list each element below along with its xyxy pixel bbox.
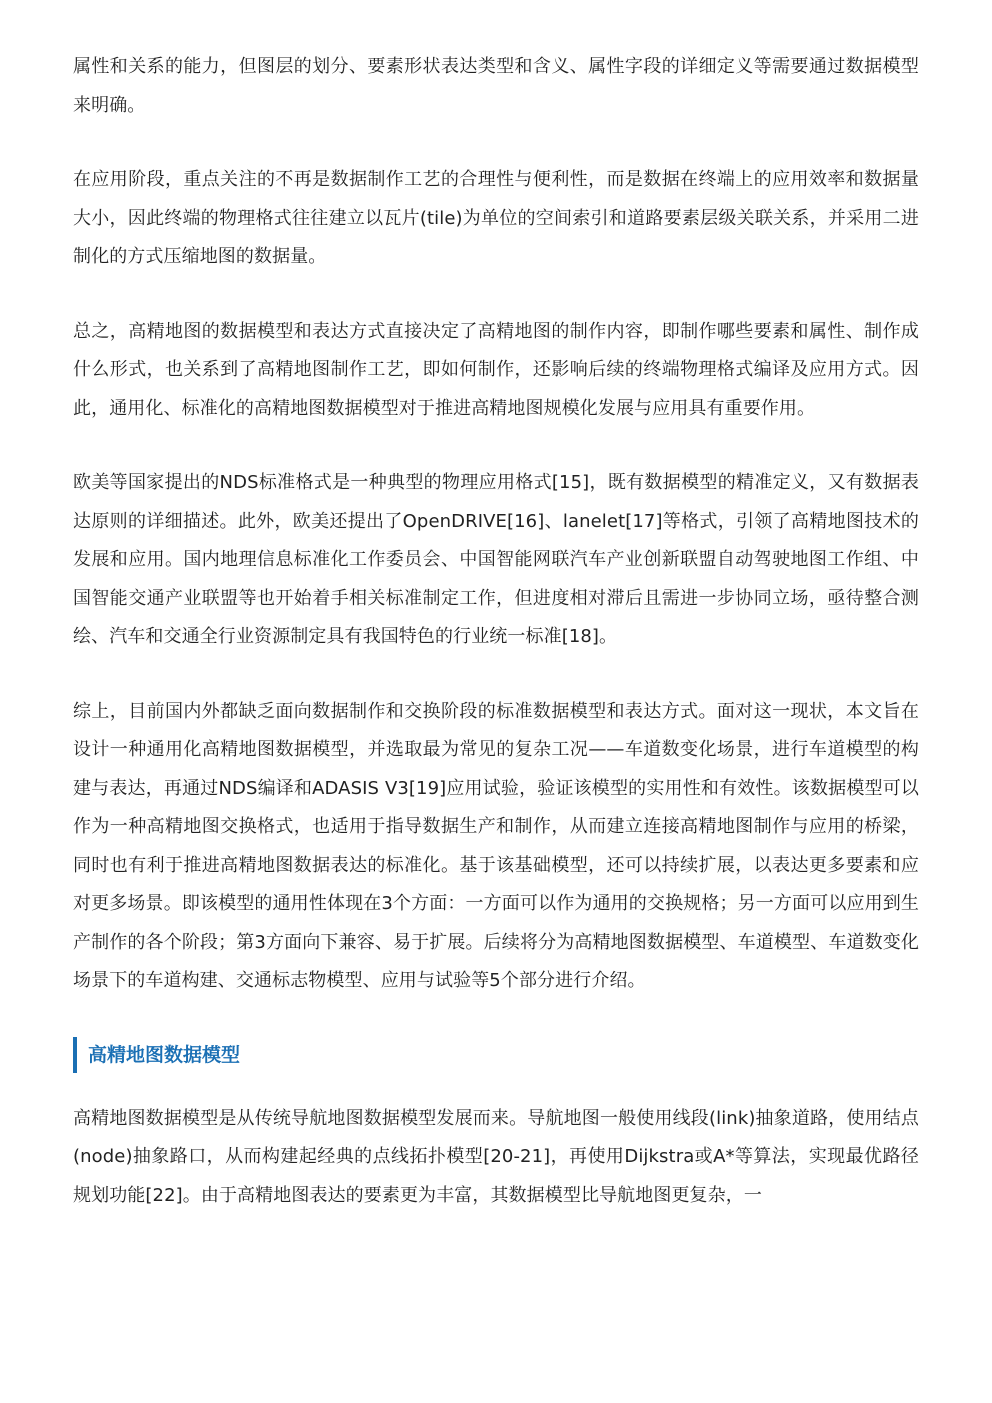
section-paragraph: 高精地图数据模型是从传统导航地图数据模型发展而来。导航地图一般使用线段(link)抽象道路，使用结点(node)抽象路口，从而构建起经典的点线拓扑模型[20-21]，再使用Dijkstra或A*等算法，实现最优路径规划功能[22]。由于高精地图表达的要素更为丰富，其数据模型比导航地图更复杂，一 — [73, 1107, 919, 1206]
paragraph-2: 在应用阶段，重点关注的不再是数据制作工艺的合理性与便利性，而是数据在终端上的应用效率和数据量大小，因此终端的物理格式往往建立以瓦片(tile)为单位的空间索引和道路要素层级关联关系，并采用二进制化的方式压缩地图的数据量。 — [73, 169, 919, 267]
paragraph-3: 总之，高精地图的数据模型和表达方式直接决定了高精地图的制作内容，即制作哪些要素和属性、制作成什么形式，也关系到了高精地图制作工艺，即如何制作，还影响后续的终端物理格式编译及应用方式。因此，通用化、标准化的高精地图数据模型对于推进高精地图规模化发展与应用具有重要作用。 — [73, 320, 919, 419]
paragraph-4: 欧美等国家提出的NDS标准格式是一种典型的物理应用格式[15]，既有数据模型的精准定义，又有数据表达原则的详细描述。此外，欧美还提出了OpenDRIVE[16]、lanelet[17]等格式，引领了高精地图技术的发展和应用。国内地理信息标准化工作委员会、中国智能网联汽车产业创新联盟自动驾驶地图工作组、中国智能交通产业联盟等也开始着手相关标准制定工作，但进度相对滞后且需进一步协同立场，亟待整合测绘、汽车和交通全行业资源制定具有我国特色的行业统一标准[18]。 — [73, 472, 919, 647]
paragraph-1: 属性和关系的能力，但图层的划分、要素形状表达类型和含义、属性字段的详细定义等需要通过数据模型来明确。 — [73, 56, 919, 116]
section-heading: 高精地图数据模型 — [73, 1037, 919, 1073]
article-body — [73, 48, 919, 1251]
paragraph-5: 综上，目前国内外都缺乏面向数据制作和交换阶段的标准数据模型和表达方式。面对这一现状，本文旨在设计一种通用化高精地图数据模型，并选取最为常见的复杂工况——车道数变化场景，进行车道模型的构建与表达，再通过NDS编译和ADASIS V3[19]应用试验，验证该模型的实用性和有效性。该数据模型可以作为一种高精地图交换格式，也适用于指导数据生产和制作，从而建立连接高精地图制作与应用的桥梁，同时也有利于推进高精地图数据表达的标准化。基于该基础模型，还可以持续扩展，以表达更多要素和应对更多场景。即该模型的通用性体现在3个方面：一方面可以作为通用的交换规格；另一方面可以应用到生产制作的各个阶段；第3方面向下兼容、易于扩展。后续将分为高精地图数据模型、车道模型、车道数变化场景下的车道构建、交通标志物模型、应用与试验等5个部分进行介绍。 — [73, 700, 919, 991]
